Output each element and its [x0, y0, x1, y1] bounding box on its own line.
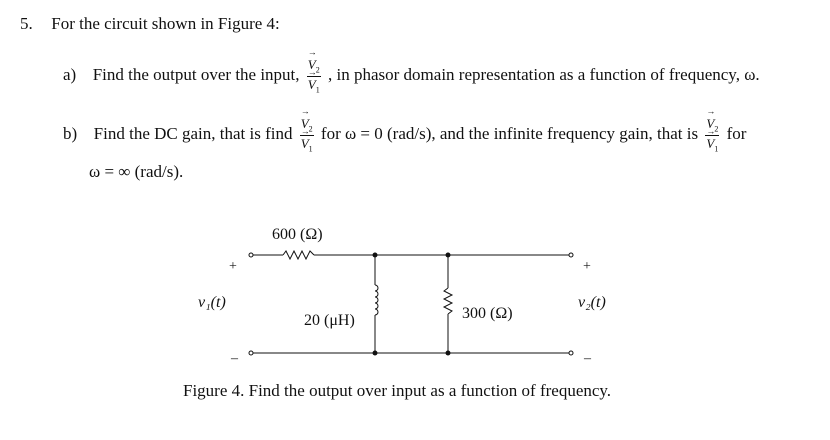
problem-number: 5.	[20, 14, 33, 33]
input-minus-sign: –	[231, 351, 238, 366]
problem-intro: For the circuit shown in Figure 4:	[51, 14, 280, 33]
resistor-600-symbol	[283, 251, 314, 259]
inductor-label: 20 (μH)	[304, 312, 355, 329]
output-plus-sign: +	[583, 259, 591, 274]
resistor-300-label: 300 (Ω)	[462, 305, 513, 322]
v2-over-v1-fraction: → $V_2$ → $V_1$	[307, 58, 321, 94]
input-voltage-label: v₁(t)	[198, 294, 226, 311]
input-terminal-bottom	[249, 351, 253, 355]
v2-over-v1-fraction: → $V_2$ → $V_1$	[705, 117, 719, 153]
inductor-symbol	[375, 285, 378, 315]
part-a-text-before: Find the output over the input,	[92, 65, 300, 84]
part-a-text-after: , in phasor domain representation as a function of frequency, ω.	[328, 65, 760, 84]
output-terminal-top	[569, 253, 573, 257]
junction-dot	[373, 253, 378, 258]
figure-caption: Figure 4. Find the output over input as a function of frequency.	[183, 381, 612, 400]
part-b-text-2: for ω = 0 (rad/s), and the infinite frequency gain, that is	[320, 124, 699, 143]
part-a-label: a)	[63, 65, 77, 84]
resistor-300-symbol	[444, 288, 452, 314]
junction-dot	[446, 253, 451, 258]
input-terminal-top	[249, 253, 253, 257]
part-b-text-3: for	[726, 124, 747, 143]
junction-dot	[373, 351, 378, 356]
resistor-600-label: 600 (Ω)	[272, 226, 323, 243]
part-b-label: b)	[63, 124, 78, 143]
output-voltage-label: v₂(t)	[578, 294, 606, 311]
input-plus-sign: +	[229, 259, 237, 274]
v2-over-v1-fraction: → $V_2$ → $V_1$	[300, 117, 314, 153]
part-b-text-1: Find the DC gain, that is find	[93, 124, 293, 143]
part-b-line-2: ω = ∞ (rad/s).	[89, 162, 184, 181]
output-terminal-bottom	[569, 351, 573, 355]
junction-dot	[446, 351, 451, 356]
output-minus-sign: –	[584, 351, 591, 366]
